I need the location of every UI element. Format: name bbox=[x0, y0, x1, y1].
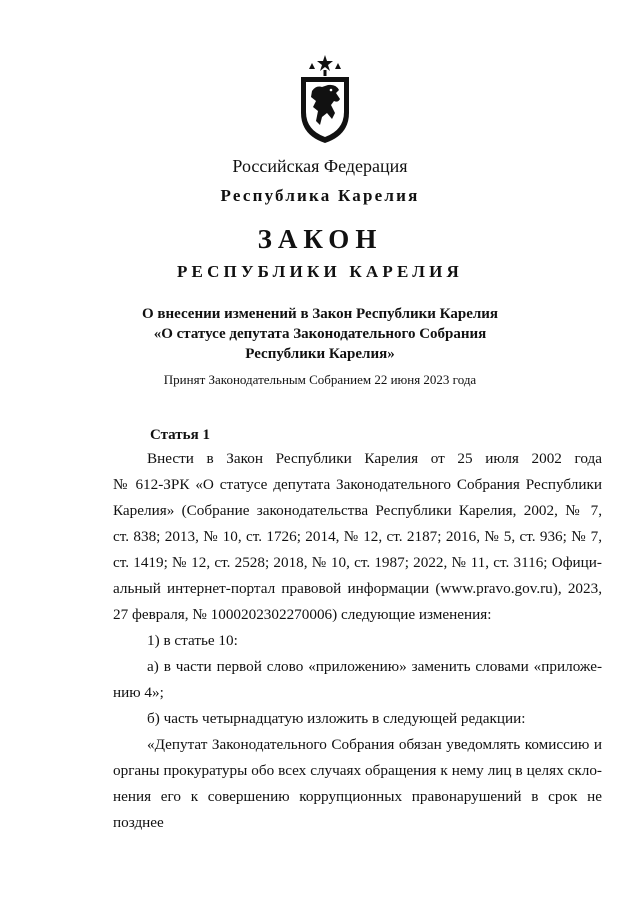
text-line: Внести в Закон Республики Карелия от 25 июля 2002 года bbox=[147, 450, 602, 467]
text-line: № 612-ЗРК «О статусе депутата Законодательного Собрания Республики bbox=[113, 476, 602, 493]
text-line: 27 февраля, № 1000202302270006) следующие изменения: bbox=[113, 606, 492, 623]
text-line: альный интернет-портал правовой информации (www.pravo.gov.ru), 2023, bbox=[113, 580, 602, 597]
law-subject bbox=[0, 304, 640, 364]
text-line: органы прокуратуры обо всех случаях обращения к нему лиц в целях скло- bbox=[113, 762, 602, 779]
document-type: ЗАКОН bbox=[257, 224, 383, 254]
article-title: Статья 1 bbox=[150, 427, 210, 443]
header-republic: Республика Карелия bbox=[220, 186, 420, 205]
text-line: а) в части первой слово «приложению» заменить словами «приложе- bbox=[147, 658, 602, 675]
item-b: б) часть четырнадцатую изложить в следующей редакции: bbox=[147, 710, 526, 727]
article-body bbox=[113, 446, 602, 836]
karelia-coat-of-arms-icon bbox=[298, 55, 352, 145]
law-subject-line-1: О внесении изменений в Закон Республики Карелия bbox=[141, 306, 499, 322]
text-line: нения его к совершению коррупционных правонарушений в срок не позднее bbox=[113, 788, 602, 831]
document-type-subtitle: РЕСПУБЛИКИ КАРЕЛИЯ bbox=[176, 262, 464, 281]
text-line: Карелия» (Собрание законодательства Республики Карелия, 2002, № 7, bbox=[113, 502, 602, 519]
law-subject-line-3: Республики Карелия» bbox=[245, 346, 395, 362]
item-a bbox=[113, 654, 602, 706]
item-1: 1) в статье 10: bbox=[147, 632, 238, 649]
text-line: «Депутат Законодательного Собрания обязан уведомлять комиссию и bbox=[147, 736, 602, 753]
law-subject-line-2: «О статусе депутата Законодательного Собрания bbox=[153, 326, 487, 342]
paragraph-amendment-intro bbox=[113, 446, 602, 628]
text-line: нию 4»; bbox=[113, 684, 164, 701]
text-line: ст. 838; 2013, № 10, ст. 1726; 2014, № 12, ст. 2187; 2016, № 5, ст. 936; № 7, bbox=[113, 528, 602, 545]
header-federation: Российская Федерация bbox=[232, 156, 408, 176]
text-line: ст. 1419; № 12, ст. 2528; 2018, № 10, ст. 1987; 2022, № 11, ст. 3116; Офици- bbox=[113, 554, 602, 571]
adoption-note: Принят Законодательным Собранием 22 июня 2023 года bbox=[163, 372, 477, 387]
quoted-text bbox=[113, 732, 602, 836]
